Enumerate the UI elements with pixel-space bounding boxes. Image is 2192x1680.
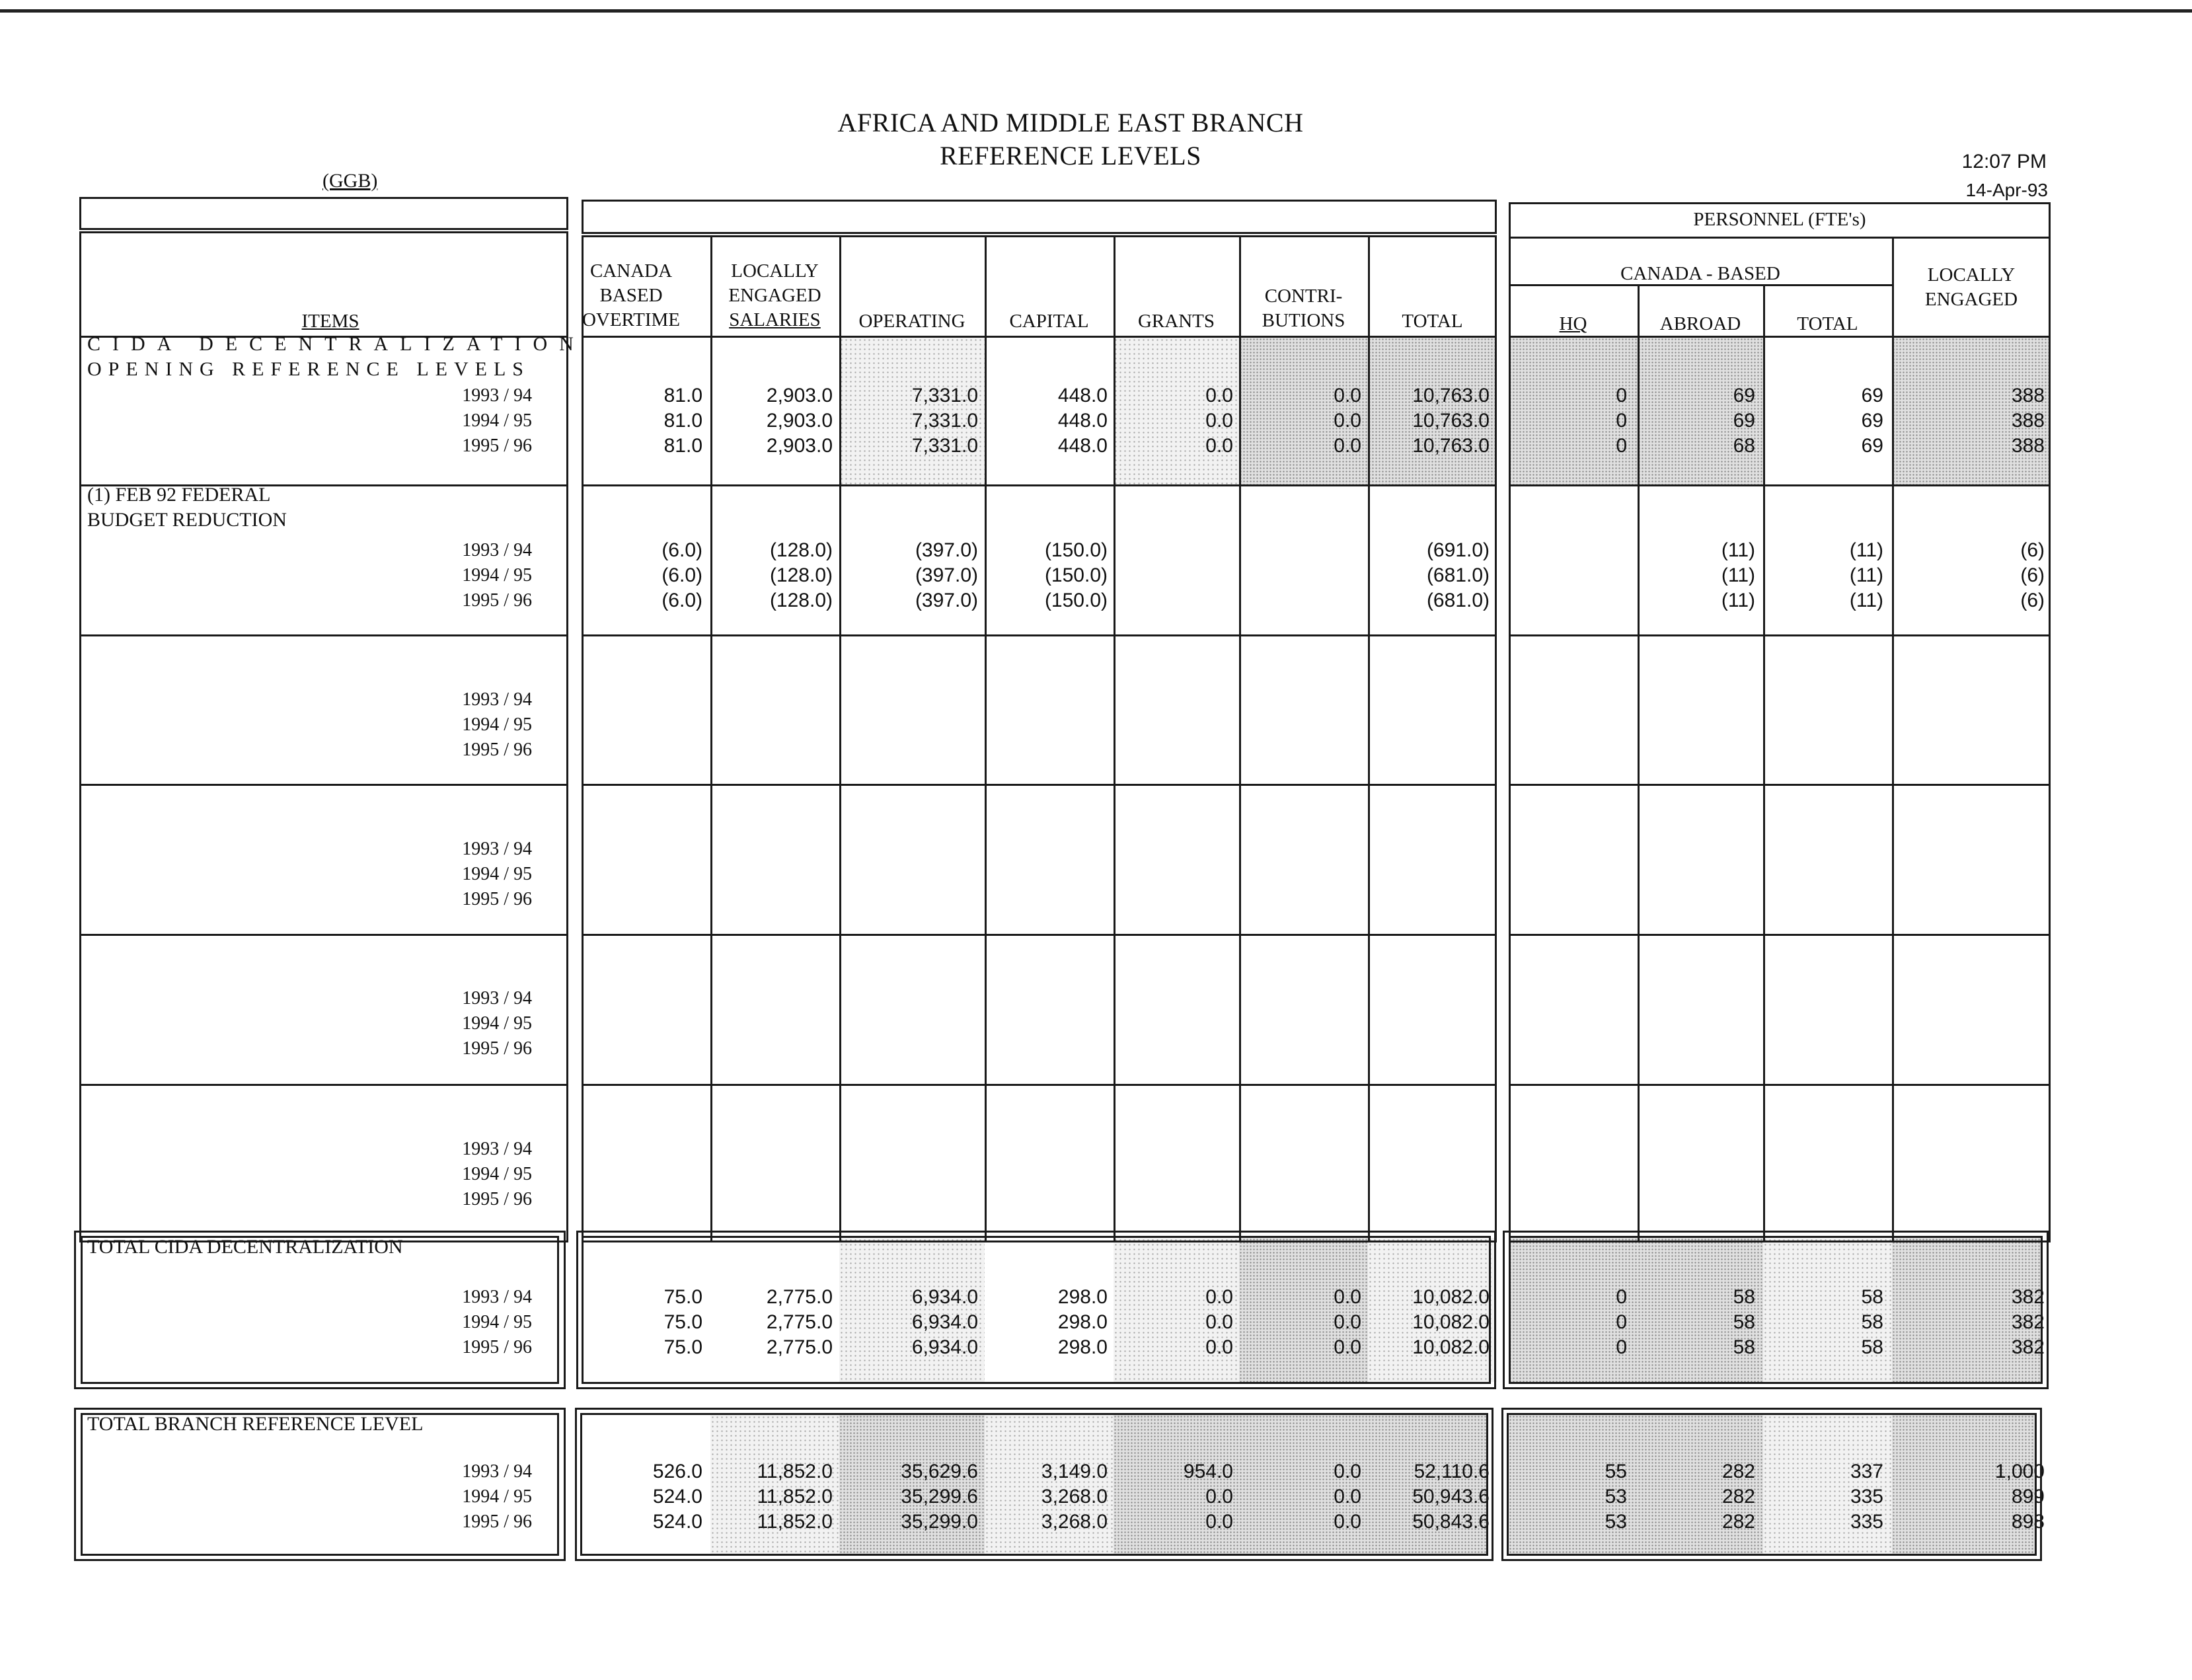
value-cell: 282 xyxy=(1721,1511,1755,1533)
value-cell: 75.0 xyxy=(663,1311,702,1333)
value-cell: (397.0) xyxy=(915,539,978,561)
value-cell: (6.0) xyxy=(661,590,702,611)
value-cell: 0 xyxy=(1616,1286,1627,1308)
value-cell: 0.0 xyxy=(1205,410,1233,432)
col-header-line: LOCALLY xyxy=(1927,264,2016,286)
section-rule xyxy=(582,784,1497,786)
section-label-line1: (1) FEB 92 FEDERAL xyxy=(87,484,271,506)
section-rule xyxy=(1509,634,2051,636)
year-label: 1995 / 96 xyxy=(462,1038,532,1059)
value-cell: 0.0 xyxy=(1334,435,1361,457)
value-cell: 58 xyxy=(1861,1336,1883,1358)
value-cell: 58 xyxy=(1733,1286,1755,1308)
value-cell: (128.0) xyxy=(769,539,833,561)
value-cell: 11,852.0 xyxy=(757,1461,833,1482)
section-rule xyxy=(582,934,1497,936)
value-cell: (397.0) xyxy=(915,564,978,586)
page-title: AFRICA AND MIDDLE EAST BRANCH xyxy=(837,108,1304,137)
value-cell: 55 xyxy=(1605,1461,1627,1482)
value-cell: 10,763.0 xyxy=(1412,410,1490,432)
year-label: 1994 / 95 xyxy=(462,410,532,431)
year-label: 1993 / 94 xyxy=(462,1139,532,1159)
value-cell: 2,903.0 xyxy=(766,410,833,432)
value-cell: 0.0 xyxy=(1334,410,1361,432)
personnel-header-rule xyxy=(1509,237,2051,239)
value-cell: 0.0 xyxy=(1205,1311,1233,1333)
section-rule xyxy=(79,634,568,636)
value-cell: 3,268.0 xyxy=(1041,1511,1108,1533)
value-cell: 0.0 xyxy=(1205,435,1233,457)
value-cell: (11) xyxy=(1849,590,1883,611)
value-cell: 388 xyxy=(2011,435,2045,457)
value-cell: (6) xyxy=(2020,564,2045,586)
value-cell: 0 xyxy=(1616,385,1627,406)
value-cell: 526.0 xyxy=(652,1461,702,1482)
value-cell: 2,903.0 xyxy=(766,385,833,406)
value-cell: 35,299.0 xyxy=(901,1511,978,1533)
value-cell: 282 xyxy=(1721,1486,1755,1508)
total-branch-personnel-inner xyxy=(1507,1413,2037,1556)
col-grants: GRANTS xyxy=(1137,311,1215,332)
value-cell: 52,110.6 xyxy=(1414,1461,1490,1482)
total-cida-personnel-inner xyxy=(1509,1236,2043,1384)
value-cell: 50,843.6 xyxy=(1412,1511,1490,1533)
year-label: 1995 / 96 xyxy=(462,1337,532,1357)
year-label: 1995 / 96 xyxy=(462,436,532,456)
value-cell: (11) xyxy=(1721,590,1755,611)
total-branch-items-inner xyxy=(81,1413,559,1556)
personnel-header: PERSONNEL (FTE's) xyxy=(1693,209,1866,230)
section-rule xyxy=(79,934,568,936)
value-cell: 53 xyxy=(1605,1486,1627,1508)
value-cell: 282 xyxy=(1721,1461,1755,1482)
col-operating: OPERATING xyxy=(858,311,965,332)
value-cell: (691.0) xyxy=(1426,539,1490,561)
top-border-line xyxy=(0,9,2192,13)
value-cell: 0 xyxy=(1616,410,1627,432)
value-cell: 298.0 xyxy=(1057,1311,1108,1333)
year-label: 1994 / 95 xyxy=(462,1013,532,1034)
value-cell: (681.0) xyxy=(1426,590,1490,611)
value-cell: (128.0) xyxy=(769,564,833,586)
col-header-line: OVERTIME xyxy=(582,309,681,330)
section-label-line1: CIDA DECENTRALIZATION xyxy=(87,333,586,355)
value-cell: 10,763.0 xyxy=(1412,435,1490,457)
value-cell: 0.0 xyxy=(1205,1511,1233,1533)
year-label: 1995 / 96 xyxy=(462,590,532,611)
section-rule xyxy=(1509,934,2051,936)
value-cell: 2,775.0 xyxy=(766,1286,833,1308)
value-cell: 298.0 xyxy=(1057,1286,1108,1308)
value-cell: 69 xyxy=(1733,385,1755,406)
year-label: 1995 / 96 xyxy=(462,1511,532,1532)
value-cell: 298.0 xyxy=(1057,1336,1108,1358)
value-cell: 524.0 xyxy=(652,1511,702,1533)
value-cell: 58 xyxy=(1861,1286,1883,1308)
value-cell: 0.0 xyxy=(1334,1286,1361,1308)
value-cell: 10,082.0 xyxy=(1412,1311,1490,1333)
value-cell: 0.0 xyxy=(1334,385,1361,406)
section-rule xyxy=(1509,484,2051,486)
col-locally-engaged xyxy=(1892,263,2051,312)
value-cell: 58 xyxy=(1733,1311,1755,1333)
value-cell: 81.0 xyxy=(663,435,702,457)
value-cell: 388 xyxy=(2011,385,2045,406)
value-cell: (150.0) xyxy=(1044,539,1108,561)
value-cell: 3,268.0 xyxy=(1041,1486,1108,1508)
col-header-line: ENGAGED xyxy=(1924,289,2018,310)
value-cell: 35,299.6 xyxy=(901,1486,978,1508)
value-cell: (681.0) xyxy=(1426,564,1490,586)
year-label: 1994 / 95 xyxy=(462,864,532,884)
value-cell: 0.0 xyxy=(1334,1486,1361,1508)
value-cell: 81.0 xyxy=(663,385,702,406)
value-cell: 6,934.0 xyxy=(911,1336,978,1358)
year-label: 1993 / 94 xyxy=(462,689,532,710)
section-rule xyxy=(582,484,1497,486)
col-hq: HQ xyxy=(1559,313,1587,334)
page-subtitle: REFERENCE LEVELS xyxy=(940,141,1201,171)
value-cell: 0 xyxy=(1616,1336,1627,1358)
total-cida-items-inner xyxy=(81,1236,559,1384)
year-label: 1995 / 96 xyxy=(462,889,532,909)
year-label: 1995 / 96 xyxy=(462,740,532,760)
value-cell: 382 xyxy=(2011,1286,2045,1308)
col-header-line: BASED xyxy=(599,285,663,306)
value-cell: 7,331.0 xyxy=(911,435,978,457)
year-label: 1994 / 95 xyxy=(462,1486,532,1507)
items-header-box xyxy=(79,197,568,230)
value-cell: 337 xyxy=(1850,1461,1883,1482)
value-cell: 335 xyxy=(1850,1486,1883,1508)
col-personnel-total: TOTAL xyxy=(1797,313,1858,334)
col-header-line: LOCALLY xyxy=(731,260,819,282)
value-cell: 6,934.0 xyxy=(911,1311,978,1333)
value-cell: 10,082.0 xyxy=(1412,1286,1490,1308)
year-label: 1994 / 95 xyxy=(462,714,532,735)
total-cida-label: TOTAL CIDA DECENTRALIZATION xyxy=(87,1236,403,1258)
value-cell: 898 xyxy=(2011,1511,2045,1533)
personnel-panel xyxy=(1509,202,2051,1242)
year-label: 1993 / 94 xyxy=(462,540,532,560)
section-rule xyxy=(79,784,568,786)
value-cell: 10,763.0 xyxy=(1412,385,1490,406)
value-cell: 7,331.0 xyxy=(911,410,978,432)
section-label-line2: OPENING REFERENCE LEVELS xyxy=(87,358,530,380)
value-cell: (128.0) xyxy=(769,590,833,611)
value-cell: 524.0 xyxy=(652,1486,702,1508)
year-label: 1994 / 95 xyxy=(462,565,532,586)
value-cell: 69 xyxy=(1861,385,1883,406)
total-branch-financial-inner xyxy=(580,1413,1488,1556)
value-cell: 75.0 xyxy=(663,1286,702,1308)
items-column-header: ITEMS xyxy=(301,311,359,332)
value-cell: 58 xyxy=(1861,1311,1883,1333)
section-rule xyxy=(582,634,1497,636)
value-cell: 69 xyxy=(1861,410,1883,432)
value-cell: 75.0 xyxy=(663,1336,702,1358)
col-header-line: CONTRI- xyxy=(1264,286,1343,307)
section-rule xyxy=(582,1084,1497,1086)
year-label: 1995 / 96 xyxy=(462,1189,532,1209)
value-cell: 68 xyxy=(1733,435,1755,457)
financial-header-box xyxy=(582,200,1497,234)
value-cell: (6.0) xyxy=(661,564,702,586)
value-cell: 3,149.0 xyxy=(1041,1461,1108,1482)
year-label: 1993 / 94 xyxy=(462,988,532,1009)
year-label: 1993 / 94 xyxy=(462,839,532,859)
year-label: 1993 / 94 xyxy=(462,1287,532,1307)
value-cell: 448.0 xyxy=(1057,435,1108,457)
value-cell: 382 xyxy=(2011,1336,2045,1358)
value-cell: 69 xyxy=(1733,410,1755,432)
value-cell: (11) xyxy=(1849,564,1883,586)
value-cell: 954.0 xyxy=(1183,1461,1233,1482)
value-cell: (150.0) xyxy=(1044,564,1108,586)
year-label: 1994 / 95 xyxy=(462,1312,532,1332)
section-rule xyxy=(1509,1084,2051,1086)
col-header-line: BUTIONS xyxy=(1262,310,1345,331)
value-cell: (397.0) xyxy=(915,590,978,611)
value-cell: (11) xyxy=(1849,539,1883,561)
value-cell: 69 xyxy=(1861,435,1883,457)
value-cell: 2,903.0 xyxy=(766,435,833,457)
col-header-line: SALARIES xyxy=(729,309,821,330)
value-cell: 11,852.0 xyxy=(757,1486,833,1508)
value-cell: 53 xyxy=(1605,1511,1627,1533)
value-cell: (6) xyxy=(2020,539,2045,561)
col-locally-engaged-salaries xyxy=(710,259,839,332)
value-cell: 0.0 xyxy=(1205,1486,1233,1508)
value-cell: 2,775.0 xyxy=(766,1311,833,1333)
branch-code: (GGB) xyxy=(322,170,378,192)
value-cell: 448.0 xyxy=(1057,385,1108,406)
value-cell: 0.0 xyxy=(1205,1286,1233,1308)
year-label: 1993 / 94 xyxy=(462,1461,532,1482)
canada-based-header: CANADA - BASED xyxy=(1620,263,1780,284)
section-rule xyxy=(1509,784,2051,786)
value-cell: 11,852.0 xyxy=(757,1511,833,1533)
total-cida-financial-inner xyxy=(582,1236,1491,1384)
value-cell: 0.0 xyxy=(1334,1511,1361,1533)
col-contributions xyxy=(1239,284,1368,333)
print-date: 14-Apr-93 xyxy=(1965,180,2048,200)
value-cell: 7,331.0 xyxy=(911,385,978,406)
value-cell: (6.0) xyxy=(661,539,702,561)
value-cell: 382 xyxy=(2011,1311,2045,1333)
value-cell: 0.0 xyxy=(1205,1336,1233,1358)
print-time: 12:07 PM xyxy=(1961,151,2047,172)
section-rule xyxy=(79,1084,568,1086)
total-branch-label: TOTAL BRANCH REFERENCE LEVEL xyxy=(87,1413,424,1435)
value-cell: 1,000 xyxy=(1994,1461,2045,1482)
col-abroad: ABROAD xyxy=(1659,313,1741,334)
value-cell: (150.0) xyxy=(1044,590,1108,611)
value-cell: 0 xyxy=(1616,435,1627,457)
value-cell: 388 xyxy=(2011,410,2045,432)
value-cell: 448.0 xyxy=(1057,410,1108,432)
year-label: 1993 / 94 xyxy=(462,385,532,406)
col-capital: CAPITAL xyxy=(1009,311,1089,332)
value-cell: (11) xyxy=(1721,564,1755,586)
year-label: 1994 / 95 xyxy=(462,1164,532,1184)
col-header-line: CANADA xyxy=(589,260,673,282)
value-cell: 6,934.0 xyxy=(911,1286,978,1308)
section-label-line2: BUDGET REDUCTION xyxy=(87,509,287,531)
value-cell: 10,082.0 xyxy=(1412,1336,1490,1358)
value-cell: 50,943.6 xyxy=(1412,1486,1490,1508)
col-total: TOTAL xyxy=(1402,311,1463,332)
value-cell: 2,775.0 xyxy=(766,1336,833,1358)
value-cell: 899 xyxy=(2011,1486,2045,1508)
value-cell: 0.0 xyxy=(1334,1461,1361,1482)
value-cell: 0.0 xyxy=(1334,1336,1361,1358)
value-cell: 0.0 xyxy=(1334,1311,1361,1333)
value-cell: 0.0 xyxy=(1205,385,1233,406)
col-header-line: ENGAGED xyxy=(728,285,821,306)
value-cell: 81.0 xyxy=(663,410,702,432)
value-cell: (11) xyxy=(1721,539,1755,561)
value-cell: 58 xyxy=(1733,1336,1755,1358)
value-cell: (6) xyxy=(2020,590,2045,611)
value-cell: 0 xyxy=(1616,1311,1627,1333)
col-canada-based-overtime xyxy=(582,259,681,332)
section-rule xyxy=(582,336,1497,338)
value-cell: 335 xyxy=(1850,1511,1883,1533)
value-cell: 35,629.6 xyxy=(901,1461,978,1482)
